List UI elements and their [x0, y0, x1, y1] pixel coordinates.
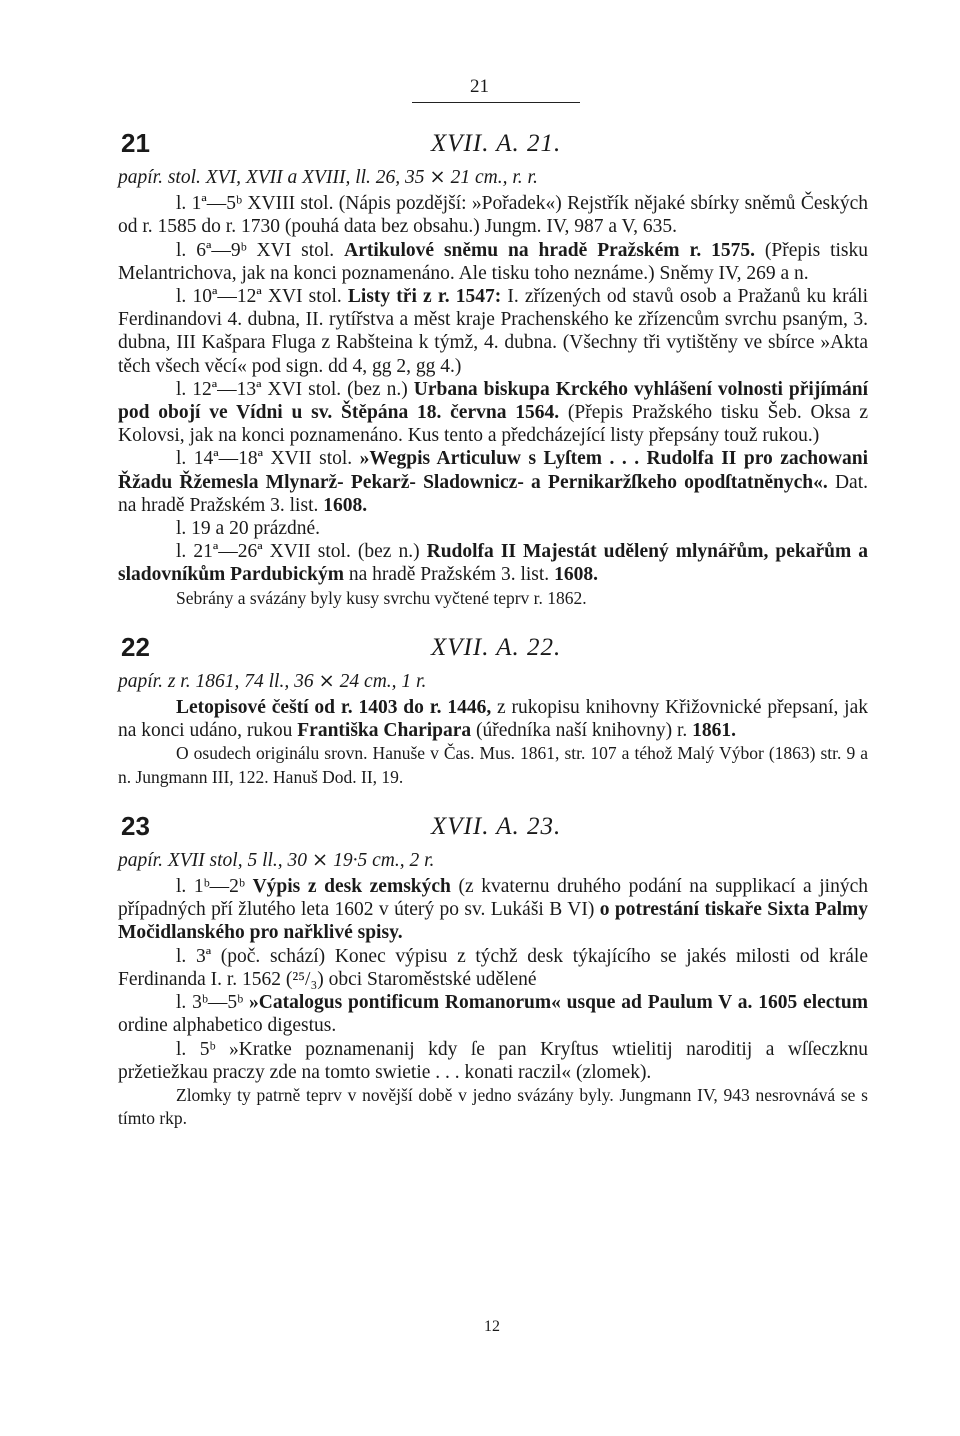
catalog-entry-23 — [118, 810, 869, 1130]
entry-description: papír. z r. 1861, 74 ll., 36 ⨯ 24 cm., 1 r. — [118, 670, 427, 692]
page-number: 21 — [470, 76, 489, 97]
entry-paragraph: l. 6ª—9ᵇ XVI stol. Artikulové sněmu na hradě Pražském r. 1575. (Přepis tisku Melantrichova, jak na konci poznamenáno. Ale tisku toho neznáme.) Sněmy IV, 269 a n. — [118, 239, 869, 284]
entry-number: 23 — [121, 810, 150, 841]
entry-paragraph: l. 1ᵇ—2ᵇ Výpis z desk zemských (z kvaternu druhého podání na supplikací a jiných případných pří žlutého leta 1602 v úterý po sv. Lukáši B VI) o potrestání tiskaře Sixta Palmy Močidlanského pro nařklivé spisy. — [118, 876, 868, 944]
entry-paragraph: l. 3ᵇ—5ᵇ »Catalogus pontificum Romanorum« usque ad Paulum V a. 1605 electum ordine alphabetico digestus. — [118, 992, 869, 1037]
header-rule — [412, 102, 580, 103]
sheet-mark: 12 — [484, 1318, 500, 1335]
entry-paragraph: l. 10ª—12ª XVI stol. Listy tři z r. 1547: I. zřízených od stavů osob a Pražanů ku králi Ferdinandovi 4. dubna, II. rytířstva a měst kraje Prachenského ke zřízencům svrchu psaným, 3. dubna, III Kašpara Fluga z Rabšteina k týmž, 4. dubna. (Všechny tři vytištěny ve sbírce »Akta těch všech věcí« pod sign. dd 4, gg 2, gg 4.) — [118, 286, 868, 377]
entry-heading — [118, 810, 868, 849]
entry-signature: XVII. A. 21. — [431, 130, 562, 157]
entry-paragraph: l. 12ª—13ª XVI stol. (bez n.) Urbana biskupa Krckého vyhlášení volnosti přijímání pod obojí ve Vídni u sv. Štěpána 18. června 1564. (Přepis Pražského tisku Šeb. Oksa z Kolovsi, jak na konci poznamenáno. Kus tento a předcházející listy přepsány touž rukou.) — [118, 378, 868, 447]
entry-paragraph: l. 21ª—26ª XVII stol. (bez n.) Rudolfa II Majestát udělený mlynářům, pekařům a sladovníkům Pardubickým na hradě Pražském 3. list. 1608. — [118, 541, 868, 586]
entry-note: O osudech originálu srovn. Hanuše v Čas. Mus. 1861, str. 107 a téhož Malý Výbor (1863) str. 9 a n. Jungmann III, 122. Hanuš Dod. II, 19. — [118, 743, 868, 787]
entry-number: 22 — [121, 631, 150, 662]
entry-note: Sebrány a svázány byly kusy svrchu vyčtené teprv r. 1862. — [176, 587, 587, 608]
entry-signature: XVII. A. 22. — [431, 633, 562, 661]
catalog-entry-21 — [118, 128, 869, 610]
entry-note: Zlomky ty patrně teprv v novější době v jedno svázány byly. Jungmann IV, 943 nesrovnává se s tímto rkp. — [118, 1084, 868, 1129]
entry-paragraph: l. 5ᵇ »Kratke poznamenanij kdy ſe pan Kryſtus wtielitij naroditij a wſſeczknu pržetiežkau praczy zde na tomto swietie . . . konati raczil« (zlomek). — [118, 1038, 868, 1083]
entry-heading — [118, 128, 868, 166]
entry-paragraph: Letopisové čeští od r. 1403 do r. 1446, z rukopisu knihovny Křižovnické přepsaní, jak na konci udáno, rukou Františka Charipara (úředníka naší knihovny) r. 1861. — [118, 697, 868, 742]
entry-paragraph: l. 19 a 20 prázdné. — [176, 518, 321, 540]
entry-description: papír. stol. XVI, XVII a XVIII, ll. 26, 35 ⨯ 21 cm., r. r. — [118, 167, 538, 188]
entry-paragraph: l. 3ª (poč. schází) Konec výpisu z týchž desk týkajícího se jakés milosti od krále Ferdinanda I. r. 1562 (²⁵/₃) obci Staroměstské udělené — [118, 945, 868, 990]
entry-signature: XVII. A. 23. — [431, 812, 562, 840]
entry-description: papír. XVII stol, 5 ll., 30 ⨯ 19·5 cm., 2 r. — [118, 849, 435, 871]
entry-paragraph: l. 14ª—18ª XVII stol. »Wegpis Articuluw s Lyſtem . . . Rudolfa II pro zachowani Řžadu Řžemesla Mlynarž- Pekarž- Sladownicz- a Pernikaržſkeho opodſtatněnych«. Dat. na hradě Pražském 3. list. 1608. — [118, 448, 868, 516]
entry-number: 21 — [121, 128, 150, 158]
catalog-entry-22 — [118, 631, 868, 789]
entry-heading — [118, 631, 868, 670]
page-body — [118, 128, 868, 1130]
entry-paragraph: l. 1ª—5ᵇ XVIII stol. (Nápis pozdější: »Pořadek«) Rejstřík nějaké sbírky sněmů Českých od r. 1585 do r. 1730 (pouhá data bez obsahu.) Jungm. IV, 987 a V, 635. — [118, 193, 868, 238]
